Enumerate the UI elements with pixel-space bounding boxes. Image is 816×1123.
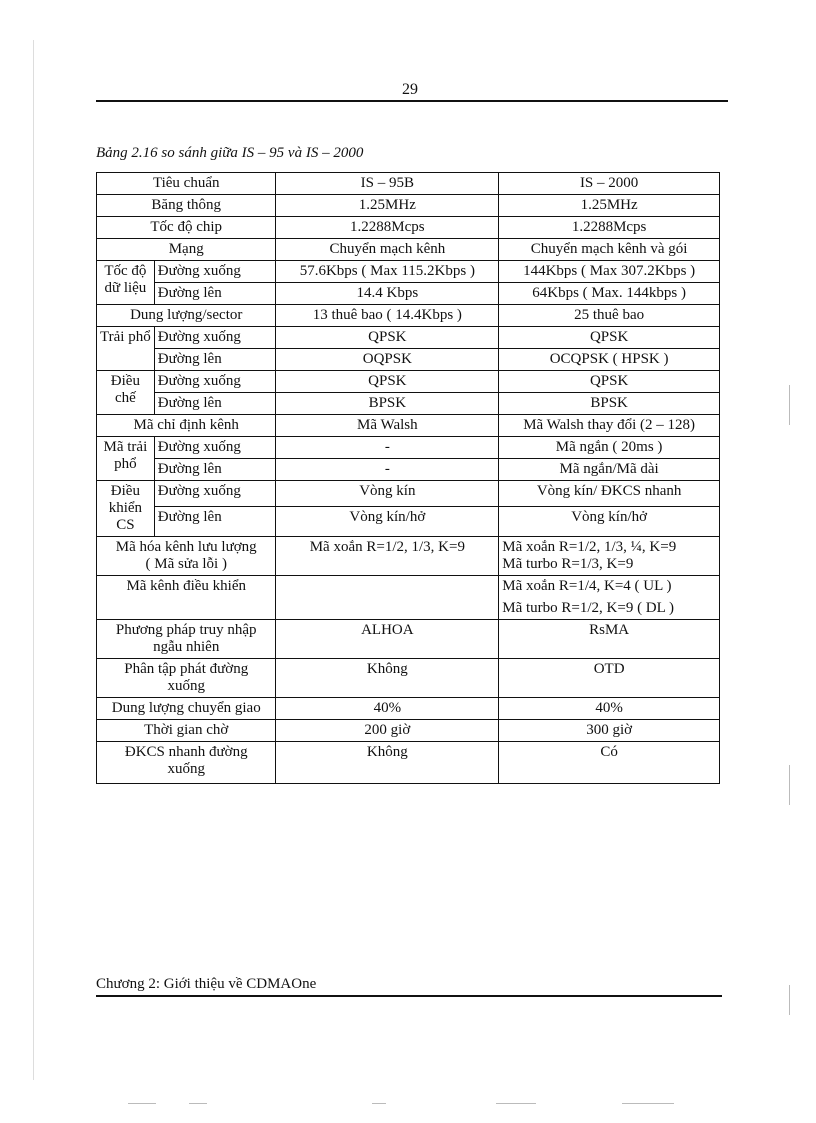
cell-is2000: 25 thuê bao [499,305,720,327]
cell-is95b: 14.4 Kbps [276,283,499,305]
table-row [97,659,720,698]
sub-label: Đường lên [154,393,276,415]
row-label-line2: ( Mã sửa lỗi ) [145,556,227,572]
header-is2000: IS – 2000 [499,173,720,195]
table-row [97,698,720,720]
cell-is2000: 40% [499,698,720,720]
header-rule [96,100,728,102]
cell-is95b: QPSK [276,371,499,393]
group-label: Điều chế [97,371,155,415]
footer-rule [96,995,722,997]
cell-is2000: Mã ngắn/Mã dài [499,459,720,481]
table-row [97,173,720,195]
group-label: Tốc độ dữ liệu [97,261,155,305]
sub-label: Đường xuống [154,371,276,393]
row-label: Thời gian chờ [97,720,276,742]
cell-is2000: Mã ngắn ( 20ms ) [499,437,720,459]
scan-edge-mark [789,765,790,805]
row-label-line2: ngẫu nhiên [153,639,220,655]
cell-is95b [276,576,499,620]
table-row [97,393,720,415]
row-label-line1: Phân tập phát đường [124,661,249,677]
row-label: Mã chỉ định kênh [97,415,276,437]
group-label: Mã trải phổ [97,437,155,481]
table-row [97,507,720,537]
cell-is2000: RsMA [499,620,720,659]
table-row [97,283,720,305]
table-caption: Bảng 2.16 so sánh giữa IS – 95 và IS – 2000 [96,145,364,161]
cell-is95b: Vòng kín [276,481,499,507]
cell-is2000 [499,576,720,620]
scan-dash [128,1103,156,1104]
table-row [97,459,720,481]
sub-label: Đường lên [154,507,276,537]
sub-label: Đường xuống [154,481,276,507]
cell-is2000: OCQPSK ( HPSK ) [499,349,720,371]
cell-is95b: - [276,437,499,459]
cell-is95b: 200 giờ [276,720,499,742]
cell-is95b: Không [276,742,499,784]
sub-label: Đường lên [154,459,276,481]
sub-label: Đường xuống [154,327,276,349]
cell-is2000 [499,537,720,576]
cell-is2000: QPSK [499,371,720,393]
row-label-line2: xuống [167,761,205,777]
scan-edge-mark [789,985,790,1015]
row-label-line2: xuống [167,678,205,694]
row-label: Mã kênh điều khiển [97,576,276,620]
row-label [97,537,276,576]
table-row [97,437,720,459]
table-row [97,371,720,393]
cell-is2000: 1.2288Mcps [499,217,720,239]
scan-dash [372,1103,386,1104]
cell-is95b: ALHOA [276,620,499,659]
cell-is2000: Có [499,742,720,784]
table-row [97,415,720,437]
scan-dash [496,1103,536,1104]
row-label-line1: ĐKCS nhanh đường [124,744,248,760]
row-label [97,742,276,784]
sub-label: Đường lên [154,283,276,305]
scan-edge-mark [789,385,790,425]
cell-is95b: Mã Walsh [276,415,499,437]
cell-is95b: Chuyển mạch kênh [276,239,499,261]
table-row [97,720,720,742]
row-label-line1: Mã hóa kênh lưu lượng [115,539,257,555]
cell-is2000: 144Kbps ( Max 307.2Kbps ) [499,261,720,283]
cell-is2000: OTD [499,659,720,698]
cell-is2000: 300 giờ [499,720,720,742]
table-row [97,195,720,217]
cell-is95b: Không [276,659,499,698]
cell-is2000: Vòng kín/hở [499,507,720,537]
chapter-footer: Chương 2: Giới thiệu về CDMAOne [96,976,317,992]
table-row [97,305,720,327]
table-row [97,239,720,261]
cell-is95b: 1.2288Mcps [276,217,499,239]
cell-is95b: 1.25MHz [276,195,499,217]
scan-artifact-line [33,40,34,1080]
cell-line1: Mã xoắn R=1/4, K=4 ( UL ) [502,578,672,594]
sub-label: Đường lên [154,349,276,371]
row-label: Dung lượng/sector [97,305,276,327]
row-label: Tốc độ chip [97,217,276,239]
table-row [97,327,720,349]
row-label [97,620,276,659]
table-row [97,537,720,576]
row-label: Dung lượng chuyển giao [97,698,276,720]
group-label: Điều khiển CS [97,481,155,537]
cell-is95b: BPSK [276,393,499,415]
cell-line2: Mã turbo R=1/2, K=9 ( DL ) [502,600,674,616]
cell-is95b: QPSK [276,327,499,349]
cell-is95b: 57.6Kbps ( Max 115.2Kbps ) [276,261,499,283]
table-row [97,620,720,659]
scan-dash [622,1103,674,1104]
sub-label: Đường xuống [154,437,276,459]
row-label: Mạng [97,239,276,261]
header-label: Tiêu chuẩn [97,173,276,195]
cell-is2000: Mã Walsh thay đổi (2 – 128) [499,415,720,437]
cell-is95b: Mã xoắn R=1/2, 1/3, K=9 [276,537,499,576]
cell-is2000: Vòng kín/ ĐKCS nhanh [499,481,720,507]
header-is95b: IS – 95B [276,173,499,195]
table-row [97,261,720,283]
cell-is2000: Chuyển mạch kênh và gói [499,239,720,261]
row-label [97,659,276,698]
row-label: Băng thông [97,195,276,217]
table-row [97,481,720,507]
table-row [97,576,720,620]
cell-is95b: - [276,459,499,481]
cell-line1: Mã xoắn R=1/2, 1/3, ¼, K=9 [502,539,677,555]
cell-is95b: 13 thuê bao ( 14.4Kbps ) [276,305,499,327]
sub-label: Đường xuống [154,261,276,283]
scan-dash [189,1103,207,1104]
cell-is2000: 64Kbps ( Max. 144kbps ) [499,283,720,305]
table-row [97,349,720,371]
cell-is95b: OQPSK [276,349,499,371]
page-number: 29 [402,81,418,98]
row-label-line1: Phương pháp truy nhập [115,622,257,638]
table-row [97,742,720,784]
cell-is95b: Vòng kín/hở [276,507,499,537]
cell-line2: Mã turbo R=1/3, K=9 [502,556,634,572]
group-label: Trải phổ [97,327,155,371]
cell-is2000: QPSK [499,327,720,349]
table-row [97,217,720,239]
cell-is95b: 40% [276,698,499,720]
cell-is2000: BPSK [499,393,720,415]
comparison-table [96,172,720,784]
cell-is2000: 1.25MHz [499,195,720,217]
